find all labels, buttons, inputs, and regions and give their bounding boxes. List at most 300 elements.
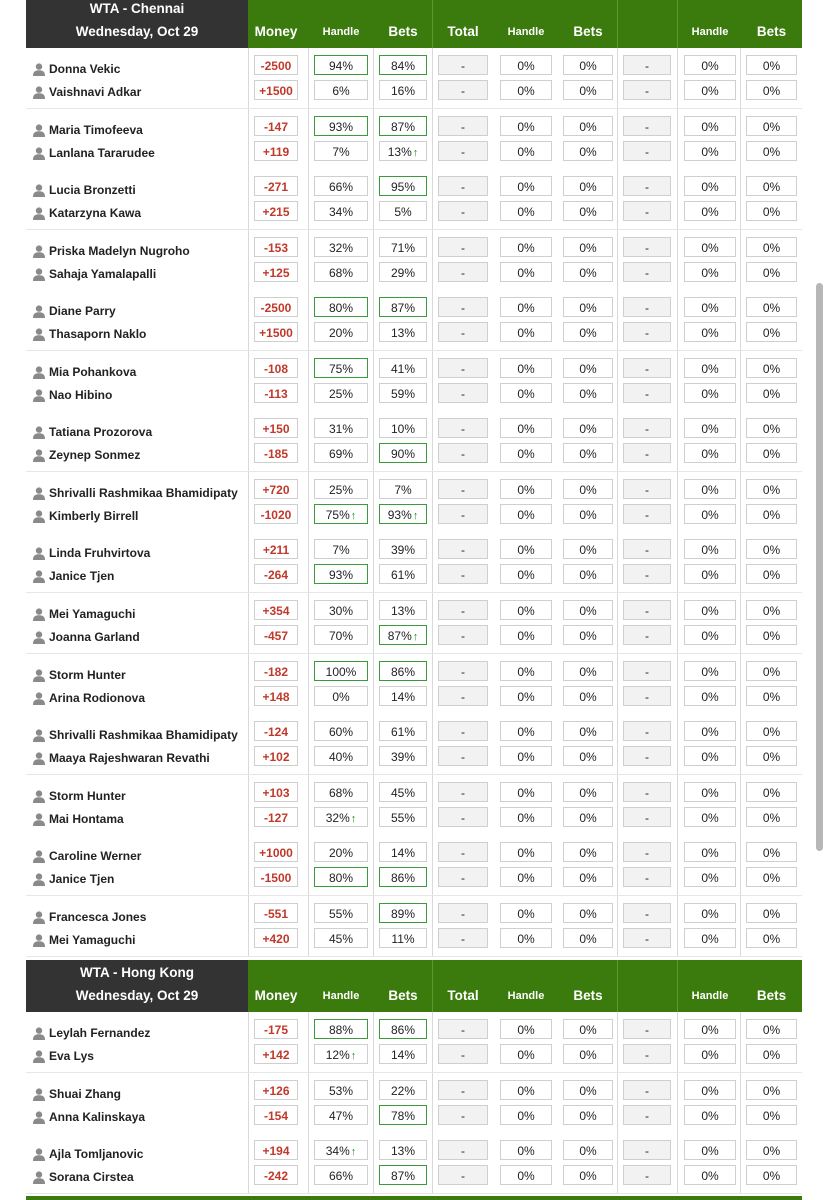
player-name-top[interactable]: [32, 847, 141, 865]
game-row[interactable]: [26, 1073, 802, 1134]
extra-bets-percent: 0%: [746, 1080, 797, 1100]
moneyline-odds[interactable]: +354: [254, 600, 298, 620]
total-line[interactable]: -: [438, 418, 488, 438]
total-bets-percent: 0%: [563, 903, 613, 923]
column-divider: [617, 472, 618, 532]
bets-percent: [379, 867, 427, 887]
extra-line[interactable]: -: [623, 1019, 671, 1039]
column-divider: [677, 654, 678, 714]
moneyline-odds[interactable]: -182: [254, 661, 298, 681]
user-icon: [32, 206, 49, 220]
player-name-bottom[interactable]: [32, 870, 114, 888]
moneyline-odds[interactable]: +215: [254, 201, 298, 221]
player-name-top[interactable]: [32, 484, 238, 502]
total-line[interactable]: -: [438, 721, 488, 741]
extra-line[interactable]: -: [623, 746, 671, 766]
column-divider: [432, 109, 433, 169]
user-icon: [32, 486, 49, 500]
moneyline-odds[interactable]: +102: [254, 746, 298, 766]
extra-line[interactable]: -: [623, 564, 671, 584]
total-line[interactable]: -: [438, 1165, 488, 1185]
player-name-bottom[interactable]: [32, 810, 124, 828]
extra-line[interactable]: -: [623, 383, 671, 403]
game-row[interactable]: [26, 532, 802, 593]
total-line[interactable]: -: [438, 1080, 488, 1100]
column-divider: [740, 290, 741, 350]
player-name-bottom[interactable]: [32, 265, 156, 283]
moneyline-odds[interactable]: -1500: [254, 867, 298, 887]
total-handle-percent: 0%: [500, 80, 552, 100]
extra-line[interactable]: -: [623, 201, 671, 221]
player-name-top[interactable]: [32, 181, 136, 199]
bets-percent: [379, 842, 427, 862]
total-line[interactable]: -: [438, 504, 488, 524]
extra-handle-percent: 0%: [684, 1080, 736, 1100]
player-name[interactable]: Ajla Tomljanovic: [49, 1147, 144, 1162]
moneyline-odds[interactable]: -108: [254, 358, 298, 378]
moneyline-odds[interactable]: -2500: [254, 55, 298, 75]
moneyline-odds[interactable]: -113: [254, 383, 298, 403]
bets-value: 14%: [390, 846, 416, 861]
user-icon: [32, 123, 49, 137]
moneyline-odds[interactable]: -457: [254, 625, 298, 645]
column-divider: [373, 896, 374, 956]
player-name-bottom[interactable]: [32, 144, 155, 162]
game-row[interactable]: [26, 230, 802, 291]
total-line[interactable]: -: [438, 1105, 488, 1125]
extra-line[interactable]: -: [623, 842, 671, 862]
header-total[interactable]: Total: [447, 988, 479, 1003]
extra-line[interactable]: -: [623, 297, 671, 317]
bets-value: 87%: [390, 119, 416, 134]
player-name[interactable]: Thasaporn Naklo: [49, 327, 147, 342]
extra-line[interactable]: -: [623, 479, 671, 499]
total-line[interactable]: -: [438, 867, 488, 887]
total-handle-percent: 0%: [500, 176, 552, 196]
player-name-bottom[interactable]: [32, 507, 138, 525]
total-line[interactable]: -: [438, 600, 488, 620]
moneyline-odds[interactable]: -124: [254, 721, 298, 741]
header-bets[interactable]: Bets: [388, 988, 418, 1003]
player-name[interactable]: Mei Yamaguchi: [49, 932, 136, 947]
column-divider: [617, 290, 618, 350]
player-name-top[interactable]: [32, 787, 126, 805]
total-line[interactable]: -: [438, 928, 488, 948]
header-extra-handle[interactable]: Handle: [691, 26, 729, 38]
bets-value: 10%: [390, 422, 416, 437]
total-handle-percent: 0%: [500, 418, 552, 438]
extra-bets-percent: 0%: [746, 479, 797, 499]
player-name[interactable]: Shrivalli Rashmikaa Bhamidipaty: [49, 485, 238, 500]
player-name-bottom[interactable]: [32, 204, 141, 222]
extra-line[interactable]: -: [623, 539, 671, 559]
moneyline-odds[interactable]: -154: [254, 1105, 298, 1125]
handle-percent: [314, 262, 368, 282]
player-name-top[interactable]: [32, 605, 135, 623]
game-row[interactable]: [26, 472, 802, 533]
column-divider: [373, 835, 374, 895]
total-line[interactable]: -: [438, 80, 488, 100]
handle-percent: [314, 443, 368, 463]
header-total-bets[interactable]: Bets: [573, 988, 603, 1003]
extra-handle-percent: 0%: [684, 1019, 736, 1039]
game-row[interactable]: [26, 775, 802, 836]
moneyline-odds[interactable]: +1500: [254, 80, 298, 100]
total-bets-percent: 0%: [563, 1080, 613, 1100]
handle-percent: [314, 504, 368, 524]
player-name-bottom[interactable]: [32, 83, 141, 101]
scrollbar-thumb[interactable]: [816, 283, 823, 851]
player-name[interactable]: Tatiana Prozorova: [49, 425, 153, 440]
player-name[interactable]: Caroline Werner: [49, 849, 142, 864]
extra-line[interactable]: -: [623, 116, 671, 136]
extra-bets-percent: 0%: [746, 1165, 797, 1185]
total-line[interactable]: -: [438, 539, 488, 559]
player-name-bottom[interactable]: [32, 567, 114, 585]
moneyline-odds[interactable]: -271: [254, 176, 298, 196]
player-name[interactable]: Shrivalli Rashmikaa Bhamidipaty: [49, 728, 238, 743]
handle-value: 20%: [328, 846, 354, 861]
total-line[interactable]: -: [438, 1019, 488, 1039]
extra-line[interactable]: -: [623, 358, 671, 378]
moneyline-odds[interactable]: +720: [254, 479, 298, 499]
total-line[interactable]: -: [438, 782, 488, 802]
player-name-bottom[interactable]: [32, 1047, 94, 1065]
extra-line[interactable]: -: [623, 262, 671, 282]
column-divider: [740, 835, 741, 895]
total-handle-percent: 0%: [500, 746, 552, 766]
moneyline-odds[interactable]: +142: [254, 1044, 298, 1064]
player-name[interactable]: Maria Timofeeva: [49, 122, 143, 137]
player-name-bottom[interactable]: [32, 628, 140, 646]
players-cell: [26, 230, 249, 290]
total-line[interactable]: -: [438, 1044, 488, 1064]
extra-line[interactable]: -: [623, 1105, 671, 1125]
player-name-bottom[interactable]: [32, 446, 140, 464]
game-row[interactable]: [26, 714, 802, 775]
extra-line[interactable]: -: [623, 625, 671, 645]
game-row[interactable]: [26, 351, 802, 412]
extra-line[interactable]: -: [623, 782, 671, 802]
player-name[interactable]: Storm Hunter: [49, 667, 126, 682]
total-line[interactable]: -: [438, 479, 488, 499]
player-name[interactable]: Mia Pohankova: [49, 364, 137, 379]
extra-line[interactable]: -: [623, 807, 671, 827]
arrow-up-icon: ↑: [412, 509, 419, 522]
handle-percent: [314, 1105, 368, 1125]
header-handle[interactable]: Handle: [322, 990, 360, 1002]
player-name-bottom[interactable]: [32, 689, 145, 707]
column-divider: [740, 654, 741, 714]
game-row[interactable]: [26, 169, 802, 230]
total-line[interactable]: -: [438, 116, 488, 136]
total-line[interactable]: -: [438, 686, 488, 706]
moneyline-odds[interactable]: -2500: [254, 297, 298, 317]
user-icon: [32, 849, 49, 863]
game-row[interactable]: [26, 109, 802, 170]
extra-line[interactable]: -: [623, 721, 671, 741]
header-total-handle[interactable]: Handle: [507, 990, 545, 1002]
total-line[interactable]: -: [438, 262, 488, 282]
total-handle-percent: 0%: [500, 625, 552, 645]
extra-line[interactable]: -: [623, 867, 671, 887]
player-name[interactable]: Vaishnavi Adkar: [49, 85, 142, 99]
extra-line[interactable]: -: [623, 443, 671, 463]
player-name-top[interactable]: [32, 60, 120, 78]
total-handle-percent: 0%: [500, 1105, 552, 1125]
handle-value: 47%: [328, 1108, 354, 1123]
player-name[interactable]: Shuai Zhang: [49, 1086, 121, 1101]
header-money[interactable]: Money: [254, 24, 298, 39]
moneyline-odds[interactable]: -242: [254, 1165, 298, 1185]
total-bets-percent: 0%: [563, 1165, 613, 1185]
player-name-top[interactable]: [32, 1024, 150, 1042]
extra-handle-percent: 0%: [684, 141, 736, 161]
extra-line[interactable]: -: [623, 55, 671, 75]
player-name[interactable]: Storm Hunter: [49, 788, 126, 803]
game-row[interactable]: [26, 1012, 802, 1073]
user-icon: [32, 304, 49, 318]
handle-value: 34%: [328, 205, 354, 220]
player-name-top[interactable]: [32, 423, 152, 441]
extra-line[interactable]: -: [623, 1140, 671, 1160]
extra-line[interactable]: -: [623, 418, 671, 438]
player-name-top[interactable]: [32, 302, 116, 320]
bets-value: 14%: [390, 1048, 416, 1062]
moneyline-odds[interactable]: -153: [254, 237, 298, 257]
player-name-bottom[interactable]: [32, 931, 135, 949]
bets-value: 86%: [390, 871, 416, 886]
bets-value: 87%: [387, 628, 412, 643]
total-line[interactable]: -: [438, 383, 488, 403]
handle-value: 20%: [328, 326, 354, 341]
header-handle[interactable]: Handle: [322, 26, 360, 38]
bets-percent: [379, 903, 427, 923]
total-line[interactable]: -: [438, 564, 488, 584]
game-row[interactable]: [26, 654, 802, 715]
total-line[interactable]: -: [438, 807, 488, 827]
game-row[interactable]: [26, 48, 802, 109]
moneyline-odds[interactable]: -185: [254, 443, 298, 463]
player-name-bottom[interactable]: [32, 1108, 145, 1126]
moneyline-odds[interactable]: +126: [254, 1080, 298, 1100]
column-divider: [373, 593, 374, 653]
player-name[interactable]: Katarzyna Kawa: [49, 206, 142, 221]
player-name-bottom[interactable]: [32, 1168, 134, 1186]
player-name[interactable]: Donna Vekic: [49, 62, 121, 76]
extra-line[interactable]: -: [623, 1080, 671, 1100]
player-name[interactable]: Mai Hontama: [49, 811, 124, 826]
total-line[interactable]: -: [438, 746, 488, 766]
column-header-bar: [248, 0, 802, 48]
extra-line[interactable]: -: [623, 928, 671, 948]
player-name[interactable]: Arina Rodionova: [49, 690, 146, 705]
user-icon: [32, 509, 49, 523]
moneyline-odds[interactable]: +211: [254, 539, 298, 559]
extra-line[interactable]: -: [623, 176, 671, 196]
user-icon: [32, 62, 49, 76]
moneyline-odds[interactable]: +150: [254, 418, 298, 438]
moneyline-odds[interactable]: +1000: [254, 842, 298, 862]
extra-line[interactable]: -: [623, 80, 671, 100]
player-name[interactable]: Lucia Bronzetti: [49, 183, 136, 198]
total-line[interactable]: -: [438, 201, 488, 221]
handle-value: 0%: [332, 689, 350, 704]
player-name[interactable]: Zeynep Sonmez: [49, 448, 141, 463]
player-name-bottom[interactable]: [32, 325, 146, 343]
total-handle-percent: 0%: [500, 903, 552, 923]
moneyline-odds[interactable]: +103: [254, 782, 298, 802]
column-divider: [617, 1073, 618, 1133]
game-row[interactable]: [26, 1133, 802, 1194]
handle-value: 7%: [332, 543, 350, 558]
total-line[interactable]: -: [438, 322, 488, 342]
extra-line[interactable]: -: [623, 237, 671, 257]
total-line[interactable]: -: [438, 55, 488, 75]
header-total-handle[interactable]: Handle: [507, 26, 545, 38]
moneyline-odds[interactable]: -1020: [254, 504, 298, 524]
player-name-top[interactable]: [32, 363, 136, 381]
extra-line[interactable]: -: [623, 686, 671, 706]
player-name-top[interactable]: [32, 1145, 143, 1163]
player-name[interactable]: Linda Fruhvirtova: [49, 546, 151, 561]
player-name-top[interactable]: [32, 666, 126, 684]
total-line[interactable]: -: [438, 625, 488, 645]
player-name[interactable]: Mei Yamaguchi: [49, 606, 136, 621]
player-name[interactable]: Anna Kalinskaya: [49, 1109, 146, 1124]
player-name-top[interactable]: [32, 1085, 121, 1103]
column-divider: [308, 532, 309, 592]
header-bets[interactable]: Bets: [388, 24, 418, 39]
player-name[interactable]: Maaya Rajeshwaran Revathi: [49, 751, 210, 766]
column-divider: [677, 1073, 678, 1133]
user-icon: [32, 1170, 49, 1184]
game-row[interactable]: [26, 835, 802, 896]
moneyline-odds[interactable]: +125: [254, 262, 298, 282]
extra-bets-percent: 0%: [746, 782, 797, 802]
player-name-top[interactable]: [32, 242, 190, 260]
column-divider: [677, 835, 678, 895]
handle-value: 68%: [328, 265, 354, 280]
player-name[interactable]: Francesca Jones: [49, 909, 147, 924]
total-line[interactable]: -: [438, 903, 488, 923]
moneyline-odds[interactable]: +119: [254, 141, 298, 161]
player-name-top[interactable]: [32, 908, 146, 926]
handle-value: 80%: [328, 871, 354, 886]
column-divider: [677, 896, 678, 956]
bets-value: 16%: [390, 84, 416, 98]
player-name-top[interactable]: [32, 726, 238, 744]
moneyline-odds[interactable]: -127: [254, 807, 298, 827]
player-name-top[interactable]: [32, 544, 150, 562]
game-row[interactable]: [26, 411, 802, 472]
column-divider: [308, 290, 309, 350]
game-row[interactable]: [26, 290, 802, 351]
user-icon: [32, 85, 49, 99]
column-header-bar: [248, 960, 802, 1012]
moneyline-odds[interactable]: +1500: [254, 322, 298, 342]
total-line[interactable]: -: [438, 661, 488, 681]
players-cell: [26, 896, 249, 956]
player-name[interactable]: Janice Tjen: [49, 569, 115, 584]
extra-line[interactable]: -: [623, 322, 671, 342]
total-bets-percent: 0%: [563, 721, 613, 741]
user-icon: [32, 327, 49, 341]
column-divider: [677, 109, 678, 169]
total-bets-percent: 0%: [563, 564, 613, 584]
total-line[interactable]: -: [438, 176, 488, 196]
player-name[interactable]: Sahaja Yamalapalli: [49, 266, 157, 281]
player-name[interactable]: Diane Parry: [49, 304, 116, 319]
header-extra-handle[interactable]: Handle: [691, 990, 729, 1002]
moneyline-odds[interactable]: -264: [254, 564, 298, 584]
total-line[interactable]: -: [438, 443, 488, 463]
extra-line[interactable]: -: [623, 1044, 671, 1064]
total-handle-percent: 0%: [500, 661, 552, 681]
player-name[interactable]: Leylah Fernandez: [49, 1026, 151, 1040]
player-name[interactable]: Nao Hibino: [49, 387, 113, 402]
handle-percent: [314, 661, 368, 681]
player-name[interactable]: Kimberly Birrell: [49, 508, 139, 523]
extra-line[interactable]: -: [623, 504, 671, 524]
total-line[interactable]: -: [438, 237, 488, 257]
header-total-bets[interactable]: Bets: [573, 24, 603, 39]
moneyline-odds[interactable]: +420: [254, 928, 298, 948]
total-bets-percent: 0%: [563, 782, 613, 802]
moneyline-odds[interactable]: -551: [254, 903, 298, 923]
player-name[interactable]: Lanlana Tararudee: [49, 145, 155, 160]
moneyline-odds[interactable]: +148: [254, 686, 298, 706]
moneyline-odds[interactable]: -175: [254, 1019, 298, 1039]
total-line[interactable]: -: [438, 141, 488, 161]
total-line[interactable]: -: [438, 358, 488, 378]
player-name-bottom[interactable]: [32, 749, 210, 767]
players-cell: [26, 714, 249, 774]
player-name[interactable]: Joanna Garland: [49, 629, 140, 644]
game-row[interactable]: [26, 896, 802, 957]
player-name[interactable]: Sorana Cirstea: [49, 1170, 134, 1185]
header-money[interactable]: Money: [254, 988, 298, 1003]
extra-line[interactable]: -: [623, 1165, 671, 1185]
extra-line[interactable]: -: [623, 600, 671, 620]
header-extra-bets[interactable]: Bets: [756, 988, 787, 1003]
extra-line[interactable]: -: [623, 661, 671, 681]
column-divider: [308, 714, 309, 774]
extra-line[interactable]: -: [623, 903, 671, 923]
total-bets-percent: 0%: [563, 1019, 613, 1039]
moneyline-odds[interactable]: -147: [254, 116, 298, 136]
player-name[interactable]: Priska Madelyn Nugroho: [49, 243, 190, 258]
header-total[interactable]: Total: [447, 24, 479, 39]
player-name-bottom[interactable]: [32, 386, 112, 404]
total-line[interactable]: -: [438, 1140, 488, 1160]
bets-value: 78%: [390, 1108, 416, 1123]
player-name[interactable]: Eva Lys: [49, 1049, 94, 1063]
player-name[interactable]: Janice Tjen: [49, 872, 115, 887]
header-extra-bets[interactable]: Bets: [756, 24, 787, 39]
player-name-top[interactable]: [32, 121, 143, 139]
game-row[interactable]: [26, 593, 802, 654]
moneyline-odds[interactable]: +194: [254, 1140, 298, 1160]
handle-value: 75%: [325, 507, 350, 522]
extra-line[interactable]: -: [623, 141, 671, 161]
column-divider: [373, 775, 374, 835]
header-divider: [677, 960, 678, 1012]
total-line[interactable]: -: [438, 297, 488, 317]
total-line[interactable]: -: [438, 842, 488, 862]
players-cell: [26, 1133, 249, 1193]
column-divider: [677, 351, 678, 411]
